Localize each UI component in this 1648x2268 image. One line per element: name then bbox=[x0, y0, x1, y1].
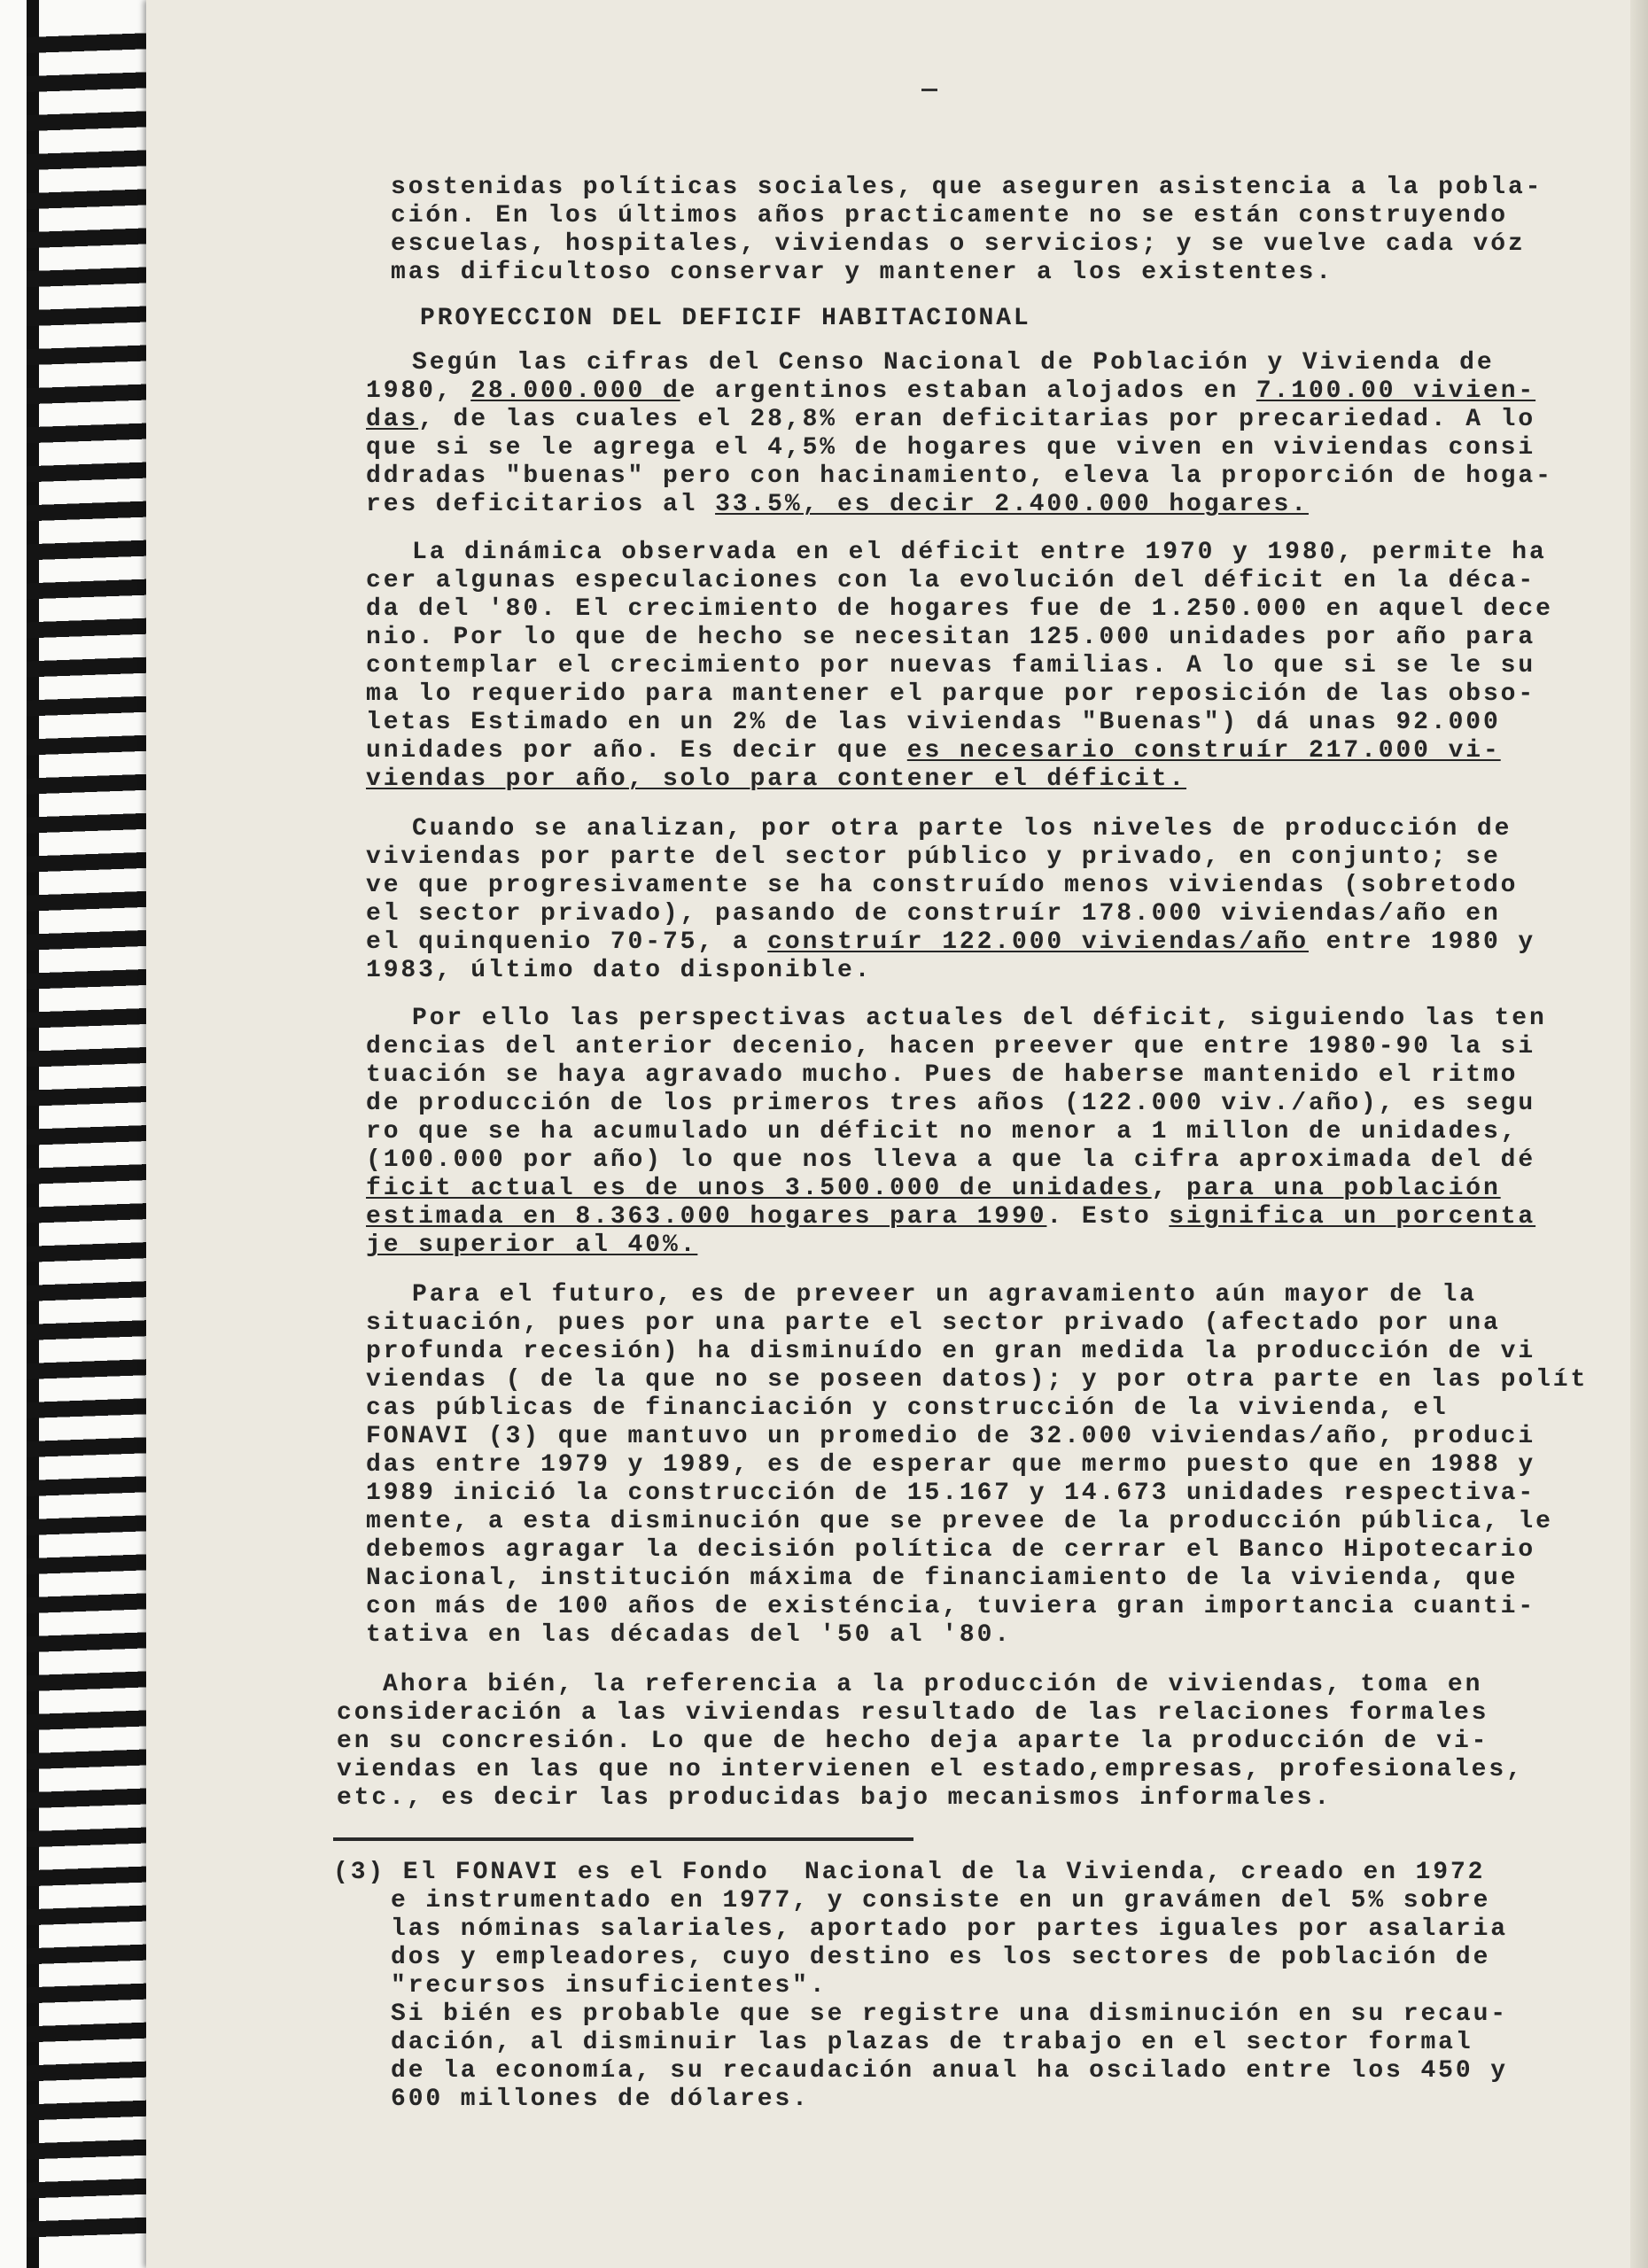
text-line bbox=[366, 900, 1535, 928]
text-segment: e instrumentado en 1977, y consiste en un gravámen del 5% sobre bbox=[391, 1887, 1491, 1915]
text-segment: el quinquenio 70-75, a bbox=[366, 928, 768, 956]
text-line bbox=[333, 1915, 1508, 1944]
text-line bbox=[366, 815, 1535, 843]
underlined-text: je superior al 40%. bbox=[366, 1231, 698, 1259]
text-segment: consideración a las viviendas resultado de las relaciones formales bbox=[337, 1699, 1489, 1727]
underlined-text: 7.100.00 vivien- bbox=[1255, 377, 1536, 405]
text-segment: dencias del anterior decenio, hacen preever que entre 1980-90 la si bbox=[366, 1033, 1536, 1060]
text-segment: mas dificultoso conservar y mantener a los existentes. bbox=[391, 259, 1333, 286]
text-line bbox=[366, 652, 1553, 680]
text-line bbox=[337, 1728, 1524, 1756]
text-line bbox=[366, 1508, 1588, 1536]
paragraph-informal-production bbox=[337, 1671, 1524, 1813]
underlined-text: significa un porcenta bbox=[1169, 1203, 1536, 1231]
text-segment: ve que progresivamente se ha construído menos viviendas (sobretodo bbox=[366, 872, 1519, 899]
text-line bbox=[366, 377, 1553, 406]
text-line bbox=[366, 1480, 1588, 1508]
text-segment: las nóminas salariales, aportado por partes iguales por asalaria bbox=[391, 1915, 1508, 1943]
text-line bbox=[366, 1090, 1547, 1118]
text-segment: Según las cifras del Censo Nacional de Población y Vivienda de bbox=[412, 349, 1495, 377]
underlined-text: viendas por año, solo para contener el déficit. bbox=[366, 765, 1187, 793]
text-segment: (3) El FONAVI es el Fondo Nacional de la Vivienda, creado en 1972 bbox=[333, 1859, 1486, 1886]
underlined-text: para una población bbox=[1186, 1175, 1501, 1202]
text-line bbox=[366, 1366, 1588, 1394]
text-line bbox=[366, 491, 1553, 519]
text-segment: tuación se haya agravado mucho. Pues de haberse mantenido el ritmo bbox=[366, 1061, 1519, 1089]
text-line bbox=[366, 406, 1553, 434]
underlined-text: es necesario construír 217.000 vi- bbox=[906, 737, 1501, 765]
text-line bbox=[366, 1536, 1588, 1565]
text-line bbox=[366, 928, 1535, 957]
paragraph-future bbox=[366, 1281, 1588, 1650]
text-segment: etc., es decir las producidas bajo mecanismos informales. bbox=[337, 1784, 1333, 1812]
text-segment: Si bién es probable que se registre una disminución en su recau- bbox=[391, 2000, 1508, 2028]
text-segment: FONAVI (3) que mantuvo un promedio de 32.000 viviendas/año, produci bbox=[366, 1423, 1536, 1450]
text-line bbox=[366, 1593, 1588, 1621]
paragraph-perspectives bbox=[366, 1005, 1547, 1260]
text-line bbox=[366, 1146, 1547, 1175]
text-segment: ma lo requerido para mantener el parque por reposición de las obso- bbox=[366, 680, 1536, 708]
text-segment: dación, al disminuir las plazas de trabajo en el sector formal bbox=[391, 2029, 1473, 2056]
text-line bbox=[366, 765, 1553, 794]
text-line bbox=[391, 202, 1543, 230]
text-segment: , de las cuales el 28,8% eran deficitarias por precariedad. A lo bbox=[418, 406, 1536, 433]
text-segment: Ahora bién, la referencia a la producción de viviendas, toma en bbox=[383, 1671, 1483, 1698]
text-segment: 1983, último dato disponible. bbox=[366, 957, 873, 984]
text-segment: de producción de los primeros tres años (122.000 viv./año), es segu bbox=[366, 1090, 1536, 1117]
text-segment: letas Estimado en un 2% de las viviendas "Buenas") dá unas 92.000 bbox=[366, 709, 1501, 736]
text-line bbox=[366, 1394, 1588, 1423]
text-line bbox=[366, 462, 1553, 491]
text-segment: Para el futuro, es de preveer un agravamiento aún mayor de la bbox=[412, 1281, 1477, 1309]
text-line bbox=[366, 1451, 1588, 1480]
underlined-text: construír 122.000 viviendas/año bbox=[767, 928, 1309, 956]
text-line bbox=[333, 1887, 1508, 1915]
text-line bbox=[333, 1944, 1508, 1972]
text-segment: contemplar el crecimiento por nuevas familias. A lo que si se le su bbox=[366, 652, 1536, 680]
text-segment: 1989 inició la construcción de 15.167 y 14.673 unidades respectiva- bbox=[366, 1480, 1536, 1507]
text-line bbox=[391, 259, 1543, 287]
footnote-3 bbox=[333, 1859, 1508, 2114]
text-line bbox=[366, 1061, 1547, 1090]
text-segment: 600 millones de dólares. bbox=[391, 2085, 810, 2113]
text-line bbox=[366, 957, 1535, 985]
text-line bbox=[337, 1699, 1524, 1728]
text-line bbox=[366, 872, 1535, 900]
text-line bbox=[333, 2085, 1508, 2114]
text-segment: "recursos insuficientes". bbox=[391, 1972, 828, 2000]
underlined-text: estimada en 8.363.000 hogares para 1990 bbox=[366, 1203, 1047, 1231]
text-line bbox=[366, 539, 1553, 567]
text-line bbox=[333, 2000, 1508, 2029]
text-line bbox=[366, 567, 1553, 595]
text-segment: ddradas "buenas" pero con hacinamiento, eleva la proporción de hoga- bbox=[366, 462, 1553, 490]
text-segment: viviendas por parte del sector público y privado, en conjunto; se bbox=[366, 843, 1501, 871]
text-line bbox=[366, 624, 1553, 652]
text-segment: tativa en las décadas del '50 al '80. bbox=[366, 1621, 1013, 1649]
text-segment: situación, pues por una parte el sector privado (afectado por una bbox=[366, 1309, 1501, 1337]
text-line bbox=[366, 1281, 1588, 1309]
text-segment: viendas en las que no intervienen el estado,empresas, profesionales, bbox=[337, 1756, 1524, 1783]
text-line bbox=[366, 843, 1535, 872]
paragraph-dynamics bbox=[366, 539, 1553, 794]
text-line bbox=[366, 349, 1553, 377]
text-line bbox=[366, 737, 1553, 765]
text-segment: de la economía, su recaudación anual ha oscilado entre los 450 y bbox=[391, 2057, 1508, 2085]
text-segment: en su concresión. Lo que de hecho deja aparte la producción de vi- bbox=[337, 1728, 1489, 1755]
text-segment: res deficitarios al bbox=[366, 491, 716, 518]
text-line bbox=[337, 1784, 1524, 1813]
text-line bbox=[333, 2057, 1508, 2085]
text-line bbox=[366, 1565, 1588, 1593]
underlined-text: das bbox=[366, 406, 419, 433]
text-segment: debemos agragar la decisión política de cerrar el Banco Hipotecario bbox=[366, 1536, 1536, 1564]
footnote-separator bbox=[333, 1837, 913, 1841]
text-segment: entre 1980 y bbox=[1308, 928, 1536, 956]
text-segment: unidades por año. Es decir que bbox=[366, 737, 907, 765]
text-segment: (100.000 por año) lo que nos lleva a que la cifra aproximada del dé bbox=[366, 1146, 1536, 1174]
text-segment: con más de 100 años de existéncia, tuviera gran importancia cuanti- bbox=[366, 1593, 1536, 1620]
text-segment: ción. En los últimos años practicamente no se están construyendo bbox=[391, 202, 1508, 229]
text-segment: que si se le agrega el 4,5% de hogares que viven en viviendas consi bbox=[366, 434, 1536, 462]
text-segment: Nacional, institución máxima de financiamiento de la vivienda, que bbox=[366, 1565, 1519, 1592]
paragraph-census bbox=[366, 349, 1553, 519]
text-line bbox=[366, 1423, 1588, 1451]
text-line bbox=[333, 2029, 1508, 2057]
text-segment: da del '80. El crecimiento de hogares fue de 1.250.000 en aquel dece bbox=[366, 595, 1553, 623]
text-segment: das entre 1979 y 1989, es de esperar que mermo puesto que en 1988 y bbox=[366, 1451, 1536, 1479]
text-segment: sostenidas políticas sociales, que aseguren asistencia a la pobla- bbox=[391, 174, 1543, 201]
text-line bbox=[366, 1231, 1547, 1260]
text-line bbox=[391, 174, 1543, 202]
text-line bbox=[366, 434, 1553, 462]
text-line bbox=[333, 1859, 1508, 1887]
text-line bbox=[366, 595, 1553, 624]
text-segment: Por ello las perspectivas actuales del déficit, siguiendo las ten bbox=[412, 1005, 1547, 1032]
section-heading: PROYECCION DEL DEFICIF HABITACIONAL bbox=[420, 305, 1031, 332]
intro-paragraph bbox=[391, 174, 1543, 287]
underlined-text: 33.5%, es decir 2.400.000 hogares. bbox=[715, 491, 1309, 518]
text-line bbox=[366, 1005, 1547, 1033]
text-segment: La dinámica observada en el déficit entre 1970 y 1980, permite ha bbox=[412, 539, 1547, 566]
text-segment: . Esto bbox=[1046, 1203, 1170, 1231]
text-segment: profunda recesión) ha disminuído en gran medida la producción de vi bbox=[366, 1338, 1536, 1365]
text-segment: e argentinos estaban alojados en bbox=[680, 377, 1256, 405]
text-segment: dos y empleadores, cuyo destino es los sectores de población de bbox=[391, 1944, 1491, 1971]
paragraph-production-levels bbox=[366, 815, 1535, 985]
text-line bbox=[366, 1033, 1547, 1061]
underlined-text: ficit actual es de unos 3.500.000 de unidades bbox=[366, 1175, 1152, 1202]
text-segment: nio. Por lo que de hecho se necesitan 125.000 unidades por año para bbox=[366, 624, 1536, 651]
text-segment: mente, a esta disminución que se prevee de la producción pública, le bbox=[366, 1508, 1553, 1535]
text-segment: viendas ( de la que no se poseen datos); y por otra parte en las polít bbox=[366, 1366, 1589, 1394]
text-line bbox=[366, 1118, 1547, 1146]
text-line bbox=[366, 1621, 1588, 1650]
text-line bbox=[337, 1756, 1524, 1784]
text-line bbox=[366, 709, 1553, 737]
text-line bbox=[366, 680, 1553, 709]
text-segment: ro que se ha acumulado un déficit no menor a 1 millon de unidades, bbox=[366, 1118, 1519, 1146]
text-segment: cer algunas especulaciones con la evolución del déficit en la déca- bbox=[366, 567, 1536, 594]
text-segment: , bbox=[1151, 1175, 1187, 1202]
text-line bbox=[366, 1203, 1547, 1231]
text-line bbox=[366, 1309, 1588, 1338]
text-line bbox=[366, 1338, 1588, 1366]
text-line bbox=[391, 230, 1543, 259]
text-line bbox=[366, 1175, 1547, 1203]
text-line bbox=[337, 1671, 1524, 1699]
text-segment: escuelas, hospitales, viviendas o servicios; y se vuelve cada vóz bbox=[391, 230, 1526, 258]
text-segment: el sector privado), pasando de construír 178.000 viviendas/año en bbox=[366, 900, 1501, 928]
text-line bbox=[333, 1972, 1508, 2000]
text-segment: Cuando se analizan, por otra parte los niveles de producción de bbox=[412, 815, 1512, 843]
underlined-text: 28.000.000 d bbox=[470, 377, 680, 405]
text-segment: cas públicas de financiación y construcción de la vivienda, el bbox=[366, 1394, 1449, 1422]
text-segment: 1980, bbox=[366, 377, 471, 405]
